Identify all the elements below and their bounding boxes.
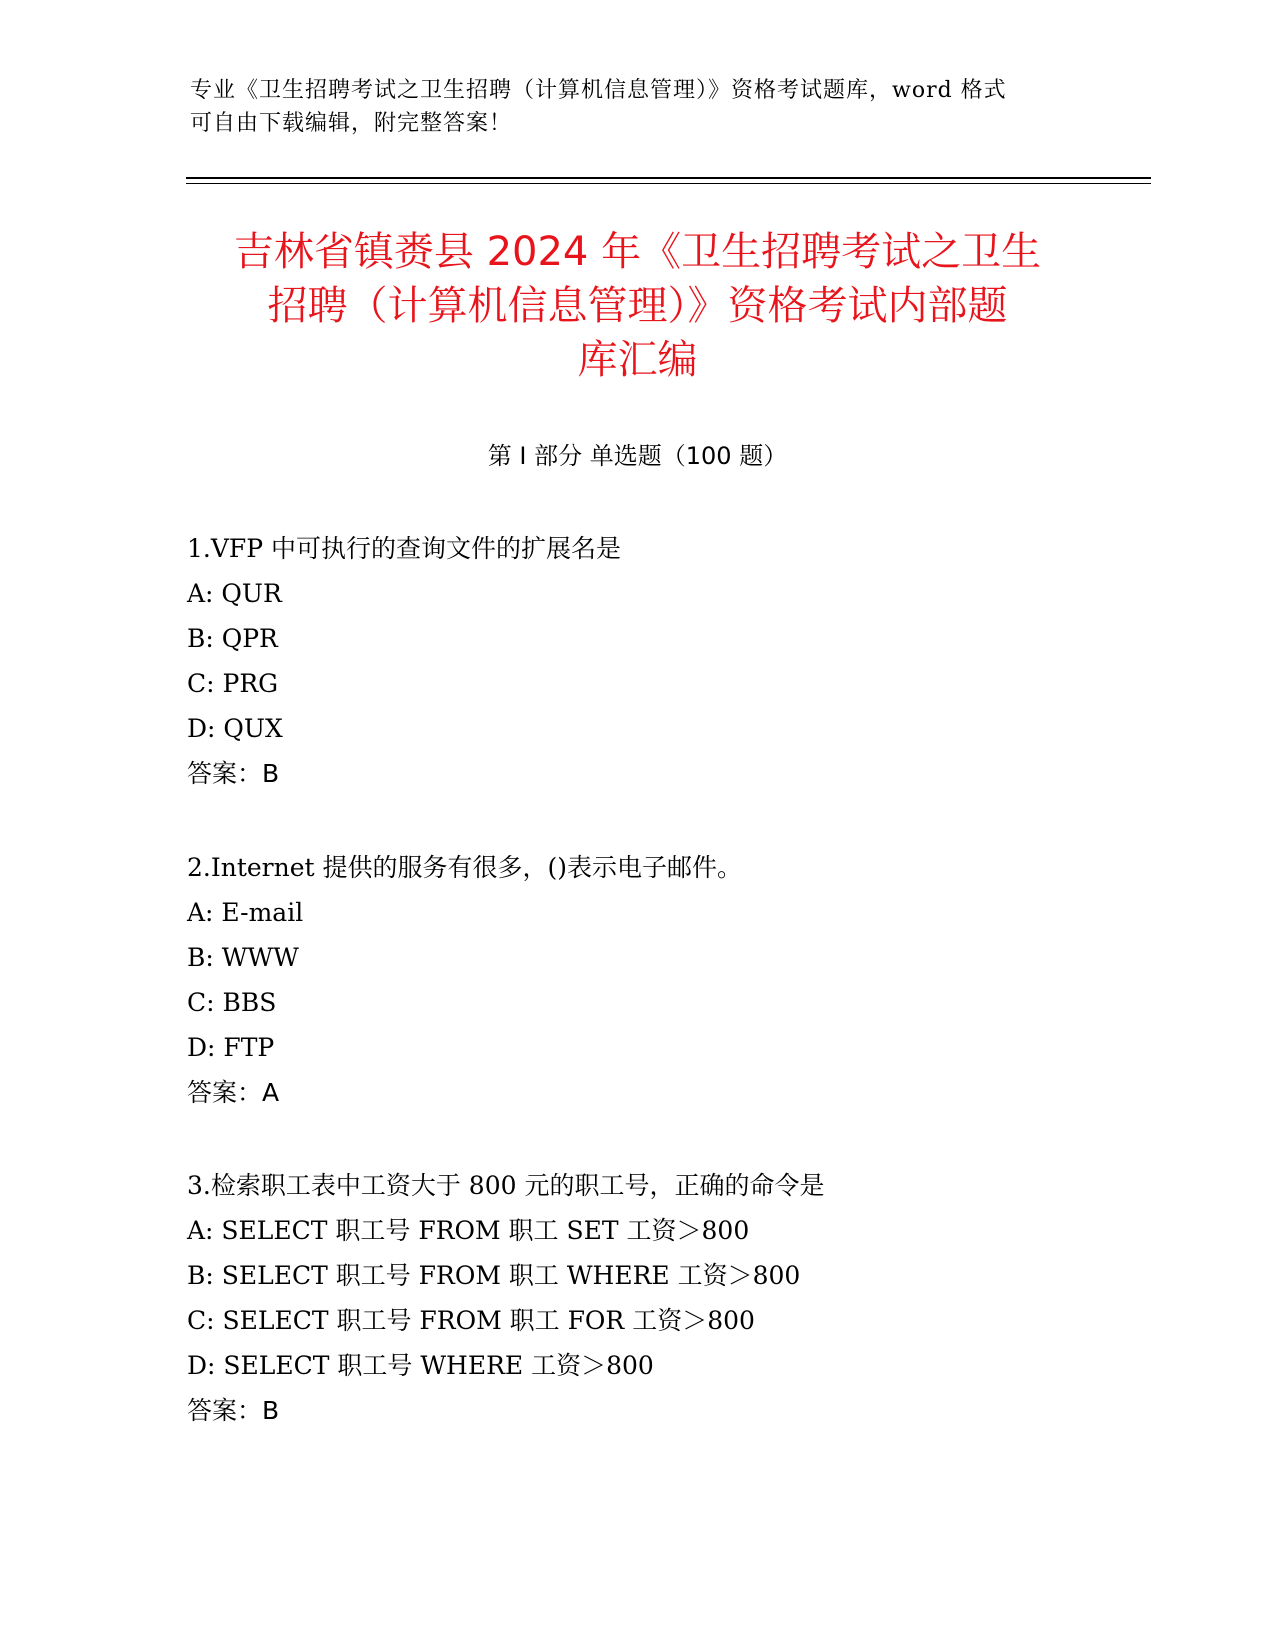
question-2 [187,845,1187,1115]
option-b: B: QPR [187,624,278,653]
answer: 答案：B [187,759,280,788]
option-b: B: SELECT 职工号 FROM 职工 WHERE 工资＞800 [187,1261,801,1290]
document-title-line-1: 吉林省镇赉县 2024 年《卫生招聘考试之卫生 [233,229,1042,275]
option-a: A: QUR [187,579,282,608]
answer: 答案：A [187,1078,280,1107]
document-title-line-3: 库汇编 [577,337,698,383]
header-rule-thin [186,183,1151,184]
header-note-line-2: 可自由下载编辑，附完整答案！ [190,111,513,136]
option-c: C: BBS [187,988,277,1017]
option-a: A: E-mail [187,898,304,927]
option-d: D: QUX [187,714,283,743]
option-c: C: SELECT 职工号 FROM 职工 FOR 工资＞800 [187,1306,755,1335]
question-3 [187,1163,1187,1433]
header-note [190,74,1070,140]
option-a: A: SELECT 职工号 FROM 职工 SET 工资＞800 [187,1216,750,1245]
header-note-line-1: 专业《卫生招聘考试之卫生招聘（计算机信息管理）》资格考试题库，word 格式 [190,78,1007,103]
section-title: 第 I 部分 单选题（100 题） [487,442,788,470]
option-c: C: PRG [187,669,279,698]
question-stem: 3.检索职工表中工资大于 800 元的职工号，正确的命令是 [187,1171,825,1200]
option-d: D: FTP [187,1033,275,1062]
header-rule-thick [186,177,1151,179]
question-stem: 2.Internet 提供的服务有很多，()表示电子邮件。 [187,853,743,882]
answer: 答案：B [187,1396,280,1425]
question-1 [187,526,1187,796]
document-title-line-2: 招聘（计算机信息管理）》资格考试内部题 [267,283,1008,329]
document-title [160,225,1115,387]
question-stem: 1.VFP 中可执行的查询文件的扩展名是 [187,534,622,563]
option-d: D: SELECT 职工号 WHERE 工资＞800 [187,1351,654,1380]
option-b: B: WWW [187,943,299,972]
